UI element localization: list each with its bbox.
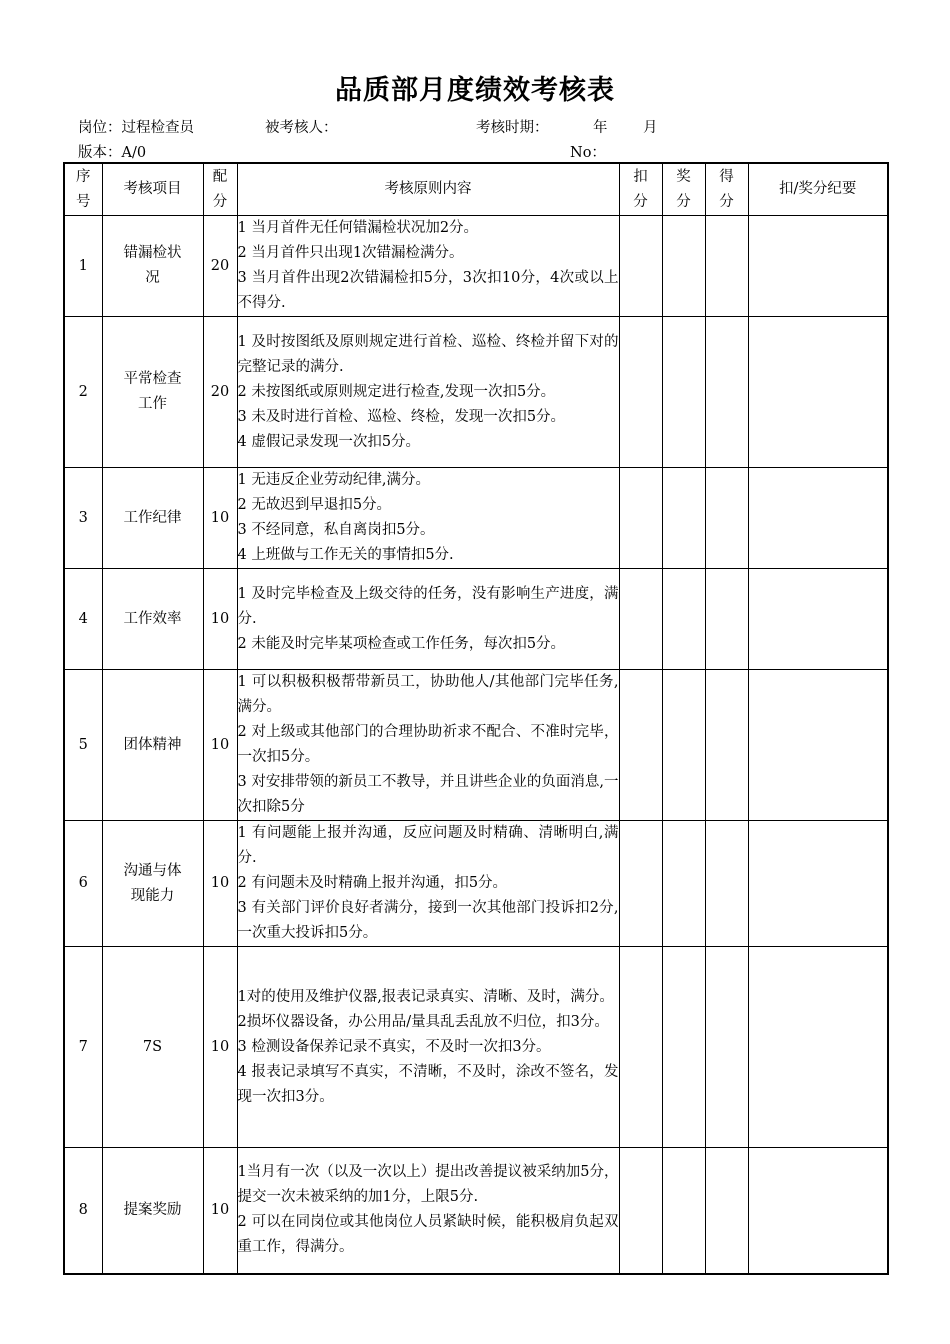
row-record-cell[interactable] [748, 670, 888, 821]
criteria-line: 1对的使用及维护仪器,报表记录真实、清晰、及时，满分。 [237, 988, 614, 1005]
row-criteria [237, 569, 619, 670]
header-result: 得分 [705, 163, 748, 216]
criteria-line: 2 未能及时完毕某项检查或工作任务，每次扣5分。 [237, 635, 566, 652]
criteria-line: 3 未及时进行首检、巡检、终检，发现一次扣5分。 [237, 408, 566, 425]
row-deduct-cell[interactable] [619, 317, 662, 468]
row-item: 沟通与体现能力 [102, 821, 203, 947]
header-record: 扣/奖分纪要 [748, 163, 888, 216]
row-seq: 7 [64, 947, 102, 1148]
row-score: 10 [203, 1148, 237, 1274]
row-item: 工作效率 [102, 569, 203, 670]
criteria-line: 3 不经同意，私自离岗扣5分。 [237, 522, 435, 538]
row-score: 20 [203, 317, 237, 468]
row-deduct-cell[interactable] [619, 216, 662, 317]
row-item: 7S [102, 947, 203, 1148]
criteria-line: 1 及时完毕检查及上级交待的任务，没有影响生产进度，满分. [237, 585, 619, 627]
page-title: 品质部月度绩效考核表 [335, 75, 615, 106]
period-label: 考核时期： [476, 120, 549, 136]
row-criteria [237, 317, 619, 468]
criteria-line: 2 未按图纸或原则规定进行检查,发现一次扣5分。 [237, 383, 556, 400]
row-reward-cell[interactable] [662, 569, 705, 670]
row-seq: 3 [64, 468, 102, 569]
row-result-cell[interactable] [705, 216, 748, 317]
table-row [64, 569, 888, 670]
criteria-line: 2 对上级或其他部门的合理协助祈求不配合、不准时完毕，一次扣5分。 [237, 724, 619, 765]
header-seq: 序号 [64, 163, 102, 216]
row-criteria [237, 821, 619, 947]
row-deduct-cell[interactable] [619, 670, 662, 821]
row-deduct-cell[interactable] [619, 569, 662, 670]
position-label: 岗位：过程检查员 [78, 120, 194, 136]
row-score: 10 [203, 670, 237, 821]
row-record-cell[interactable] [748, 216, 888, 317]
criteria-line: 1 及时按图纸及原则规定进行首检、巡检、终检并留下对的完整记录的满分. [237, 333, 619, 375]
header-item: 考核项目 [102, 163, 203, 216]
row-deduct-cell[interactable] [619, 947, 662, 1148]
row-seq: 4 [64, 569, 102, 670]
row-deduct-cell[interactable] [619, 1148, 662, 1274]
row-reward-cell[interactable] [662, 1148, 705, 1274]
row-item: 团体精神 [102, 670, 203, 821]
row-criteria [237, 468, 619, 569]
row-seq: 1 [64, 216, 102, 317]
row-record-cell[interactable] [748, 947, 888, 1148]
table-row [64, 821, 888, 947]
header-criteria: 考核原则内容 [237, 163, 619, 216]
month-label: 月 [643, 120, 658, 136]
header-row [64, 163, 888, 216]
row-deduct-cell[interactable] [619, 821, 662, 947]
assessee-label: 被考核人： [265, 120, 338, 136]
criteria-line: 3 检测设备保养记录不真实，不及时一次扣3分。 [237, 1038, 551, 1055]
row-record-cell[interactable] [748, 468, 888, 569]
row-item: 平常检查工作 [102, 317, 203, 468]
criteria-line: 2 可以在同岗位或其他岗位人员紧缺时候，能积极肩负起双重工作，得满分。 [237, 1214, 619, 1256]
criteria-line: 4 虚假记录发现一次扣5分。 [237, 433, 421, 450]
row-score: 10 [203, 569, 237, 670]
criteria-line: 2损坏仪器设备，办公用品/量具乱丢乱放不归位，扣3分。 [237, 1013, 609, 1030]
row-record-cell[interactable] [748, 317, 888, 468]
header-deduct: 扣分 [619, 163, 662, 216]
row-result-cell[interactable] [705, 947, 748, 1148]
row-record-cell[interactable] [748, 569, 888, 670]
number-label: No： [570, 145, 606, 161]
row-score: 10 [203, 821, 237, 947]
row-item: 提案奖励 [102, 1148, 203, 1274]
row-seq: 2 [64, 317, 102, 468]
row-result-cell[interactable] [705, 317, 748, 468]
table-row [64, 947, 888, 1148]
table-row [64, 1148, 888, 1274]
criteria-line: 1 当月首件无任何错漏检状况加2分。 [237, 220, 479, 236]
header-score: 配分 [203, 163, 237, 216]
criteria-line: 1当月有一次（以及一次以上）提出改善提议被采纳加5分，提交一次未被采纳的加1分，上限5分. [237, 1164, 619, 1206]
row-criteria [237, 947, 619, 1148]
row-score: 20 [203, 216, 237, 317]
row-result-cell[interactable] [705, 821, 748, 947]
criteria-line: 1 有问题能上报并沟通，反应问题及时精确、清晰明白,满分. [237, 825, 619, 866]
table-row [64, 317, 888, 468]
header-reward: 奖分 [662, 163, 705, 216]
row-score: 10 [203, 947, 237, 1148]
row-item: 错漏检状况 [102, 216, 203, 317]
row-result-cell[interactable] [705, 1148, 748, 1274]
row-seq: 5 [64, 670, 102, 821]
row-reward-cell[interactable] [662, 821, 705, 947]
criteria-line: 4 报表记录填写不真实，不清晰，不及时，涂改不签名，发现一次扣3分。 [237, 1063, 619, 1105]
row-seq: 8 [64, 1148, 102, 1274]
assessment-table [63, 162, 889, 1275]
criteria-line: 2 无故迟到早退扣5分。 [237, 497, 392, 513]
row-criteria [237, 670, 619, 821]
row-reward-cell[interactable] [662, 468, 705, 569]
row-reward-cell[interactable] [662, 317, 705, 468]
row-deduct-cell[interactable] [619, 468, 662, 569]
table-row [64, 216, 888, 317]
row-result-cell[interactable] [705, 468, 748, 569]
criteria-line: 1 可以积极积极帮带新员工，协助他人/其他部门完毕任务,满分。 [237, 674, 619, 715]
row-criteria [237, 1148, 619, 1274]
year-label: 年 [593, 120, 608, 136]
table-row [64, 670, 888, 821]
version-label: 版本：A/0 [78, 145, 147, 161]
criteria-line: 3 有关部门评价良好者满分，接到一次其他部门投诉扣2分,一次重大投诉扣5分。 [237, 900, 619, 941]
criteria-line: 1 无违反企业劳动纪律,满分。 [237, 472, 430, 488]
criteria-line: 2 有问题未及时精确上报并沟通，扣5分。 [237, 875, 508, 891]
row-result-cell[interactable] [705, 569, 748, 670]
criteria-line: 3 对安排带领的新员工不教导，并且讲些企业的负面消息,一次扣除5分 [237, 774, 619, 815]
row-record-cell[interactable] [748, 1148, 888, 1274]
table-row [64, 468, 888, 569]
row-result-cell[interactable] [705, 670, 748, 821]
row-criteria [237, 216, 619, 317]
row-item: 工作纪律 [102, 468, 203, 569]
criteria-line: 4 上班做与工作无关的事情扣5分. [237, 547, 454, 563]
row-reward-cell[interactable] [662, 670, 705, 821]
criteria-line: 3 当月首件出现2次错漏检扣5分，3次扣10分，4次或以上不得分. [237, 270, 619, 311]
row-seq: 6 [64, 821, 102, 947]
row-score: 10 [203, 468, 237, 569]
row-reward-cell[interactable] [662, 947, 705, 1148]
row-reward-cell[interactable] [662, 216, 705, 317]
row-record-cell[interactable] [748, 821, 888, 947]
criteria-line: 2 当月首件只出现1次错漏检满分。 [237, 245, 464, 261]
